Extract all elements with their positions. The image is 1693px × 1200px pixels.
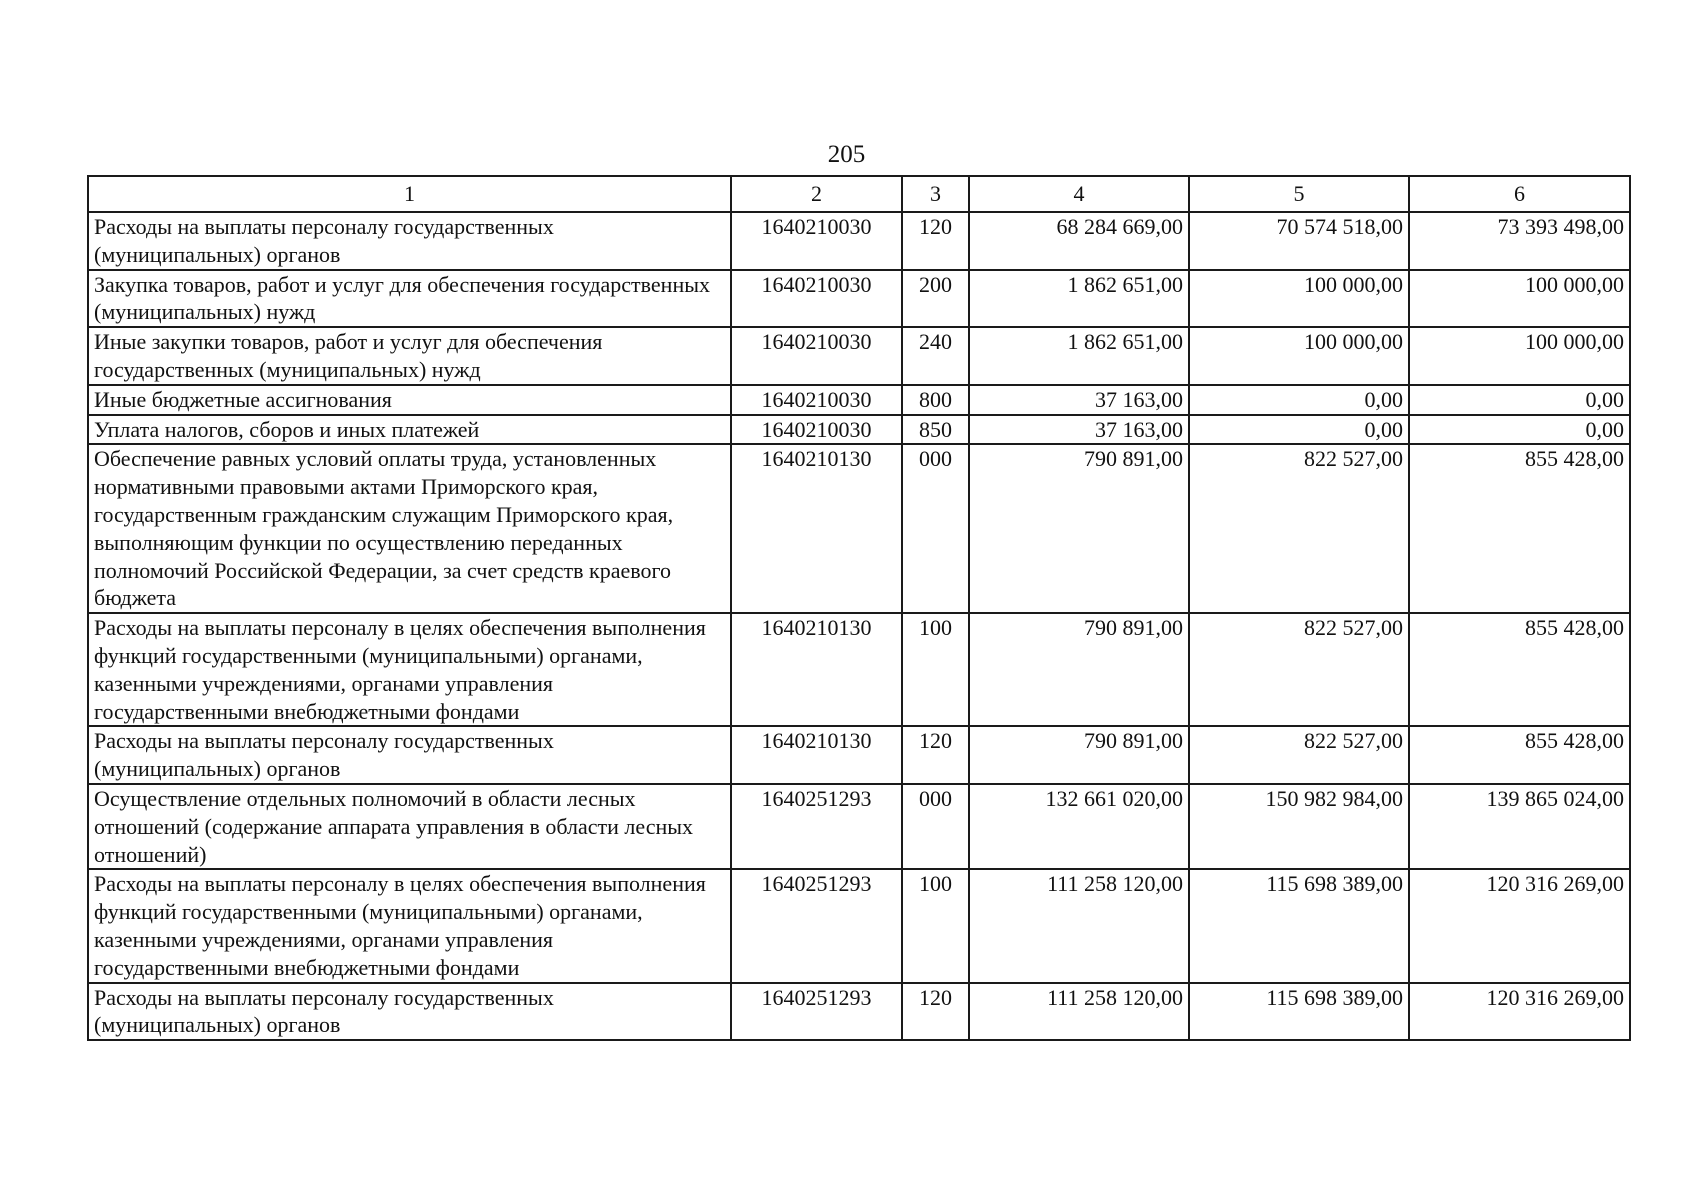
table-row — [88, 983, 1630, 1041]
column-header: 6 — [1409, 176, 1630, 212]
amount-col6-cell: 73 393 498,00 — [1409, 212, 1630, 270]
target-code-cell: 1640210030 — [731, 327, 902, 385]
amount-col5-cell: 115 698 389,00 — [1189, 983, 1409, 1041]
row-name-cell: Закупка товаров, работ и услуг для обеспечения государственных (муниципальных) нужд — [88, 270, 731, 328]
amount-col4-cell: 1 862 651,00 — [969, 327, 1189, 385]
amount-col6-cell: 100 000,00 — [1409, 327, 1630, 385]
amount-col5-cell: 0,00 — [1189, 385, 1409, 415]
amount-col6-cell: 100 000,00 — [1409, 270, 1630, 328]
amount-col6-cell: 0,00 — [1409, 415, 1630, 445]
target-code-cell: 1640210130 — [731, 613, 902, 726]
amount-col4-cell: 1 862 651,00 — [969, 270, 1189, 328]
row-name-cell: Расходы на выплаты персоналу государственных (муниципальных) органов — [88, 212, 731, 270]
amount-col4-cell: 37 163,00 — [969, 385, 1189, 415]
table-row — [88, 415, 1630, 445]
amount-col4-cell: 790 891,00 — [969, 613, 1189, 726]
expense-type-cell: 800 — [902, 385, 969, 415]
amount-col5-cell: 822 527,00 — [1189, 444, 1409, 613]
amount-col4-cell: 68 284 669,00 — [969, 212, 1189, 270]
amount-col5-cell: 70 574 518,00 — [1189, 212, 1409, 270]
row-name-cell: Иные закупки товаров, работ и услуг для обеспечения государственных (муниципальных) нужд — [88, 327, 731, 385]
expense-type-cell: 120 — [902, 983, 969, 1041]
expense-type-cell: 000 — [902, 784, 969, 869]
target-code-cell: 1640210030 — [731, 212, 902, 270]
expense-type-cell: 240 — [902, 327, 969, 385]
table-row — [88, 385, 1630, 415]
amount-col4-cell: 37 163,00 — [969, 415, 1189, 445]
expense-type-cell: 120 — [902, 726, 969, 784]
table-header-row — [88, 176, 1630, 212]
row-name-cell: Осуществление отдельных полномочий в области лесных отношений (содержание аппарата управления в области лесных отношений) — [88, 784, 731, 869]
amount-col5-cell: 150 982 984,00 — [1189, 784, 1409, 869]
amount-col6-cell: 120 316 269,00 — [1409, 983, 1630, 1041]
amount-col4-cell: 790 891,00 — [969, 726, 1189, 784]
expense-type-cell: 100 — [902, 613, 969, 726]
budget-table — [87, 175, 1631, 1041]
amount-col5-cell: 822 527,00 — [1189, 726, 1409, 784]
row-name-cell: Расходы на выплаты персоналу в целях обеспечения выполнения функций государственными (муниципальными) органами, казенными учреждениями, органами управления государственными внебюджетными фондами — [88, 869, 731, 982]
amount-col6-cell: 0,00 — [1409, 385, 1630, 415]
column-header: 2 — [731, 176, 902, 212]
expense-type-cell: 200 — [902, 270, 969, 328]
expense-type-cell: 000 — [902, 444, 969, 613]
row-name-cell: Расходы на выплаты персоналу в целях обеспечения выполнения функций государственными (муниципальными) органами, казенными учреждениями, органами управления государственными внебюджетными фондами — [88, 613, 731, 726]
amount-col5-cell: 822 527,00 — [1189, 613, 1409, 726]
column-header: 1 — [88, 176, 731, 212]
column-header: 4 — [969, 176, 1189, 212]
table-row — [88, 613, 1630, 726]
target-code-cell: 1640210030 — [731, 270, 902, 328]
amount-col4-cell: 111 258 120,00 — [969, 983, 1189, 1041]
expense-type-cell: 100 — [902, 869, 969, 982]
table-row — [88, 270, 1630, 328]
amount-col5-cell: 0,00 — [1189, 415, 1409, 445]
row-name-cell: Иные бюджетные ассигнования — [88, 385, 731, 415]
target-code-cell: 1640210030 — [731, 415, 902, 445]
table-row — [88, 869, 1630, 982]
amount-col6-cell: 855 428,00 — [1409, 613, 1630, 726]
amount-col6-cell: 120 316 269,00 — [1409, 869, 1630, 982]
column-header: 3 — [902, 176, 969, 212]
table-row — [88, 212, 1630, 270]
amount-col6-cell: 855 428,00 — [1409, 444, 1630, 613]
amount-col4-cell: 790 891,00 — [969, 444, 1189, 613]
amount-col6-cell: 855 428,00 — [1409, 726, 1630, 784]
target-code-cell: 1640251293 — [731, 784, 902, 869]
column-header: 5 — [1189, 176, 1409, 212]
target-code-cell: 1640210130 — [731, 444, 902, 613]
target-code-cell: 1640251293 — [731, 983, 902, 1041]
table-body — [88, 212, 1630, 1040]
row-name-cell: Уплата налогов, сборов и иных платежей — [88, 415, 731, 445]
target-code-cell: 1640251293 — [731, 869, 902, 982]
amount-col6-cell: 139 865 024,00 — [1409, 784, 1630, 869]
table-row — [88, 327, 1630, 385]
amount-col5-cell: 115 698 389,00 — [1189, 869, 1409, 982]
amount-col4-cell: 111 258 120,00 — [969, 869, 1189, 982]
table-row — [88, 444, 1630, 613]
amount-col5-cell: 100 000,00 — [1189, 270, 1409, 328]
page-number: 205 — [827, 141, 866, 168]
row-name-cell: Обеспечение равных условий оплаты труда, установленных нормативными правовыми актами Приморского края, государственным гражданским служащим Приморского края, выполняющим функции по осуществлению переданных полномочий Российской Федерации, за счет средств краевого бюджета — [88, 444, 731, 613]
target-code-cell: 1640210030 — [731, 385, 902, 415]
amount-col4-cell: 132 661 020,00 — [969, 784, 1189, 869]
table-row — [88, 784, 1630, 869]
expense-type-cell: 120 — [902, 212, 969, 270]
target-code-cell: 1640210130 — [731, 726, 902, 784]
row-name-cell: Расходы на выплаты персоналу государственных (муниципальных) органов — [88, 726, 731, 784]
expense-type-cell: 850 — [902, 415, 969, 445]
amount-col5-cell: 100 000,00 — [1189, 327, 1409, 385]
table-row — [88, 726, 1630, 784]
row-name-cell: Расходы на выплаты персоналу государственных (муниципальных) органов — [88, 983, 731, 1041]
